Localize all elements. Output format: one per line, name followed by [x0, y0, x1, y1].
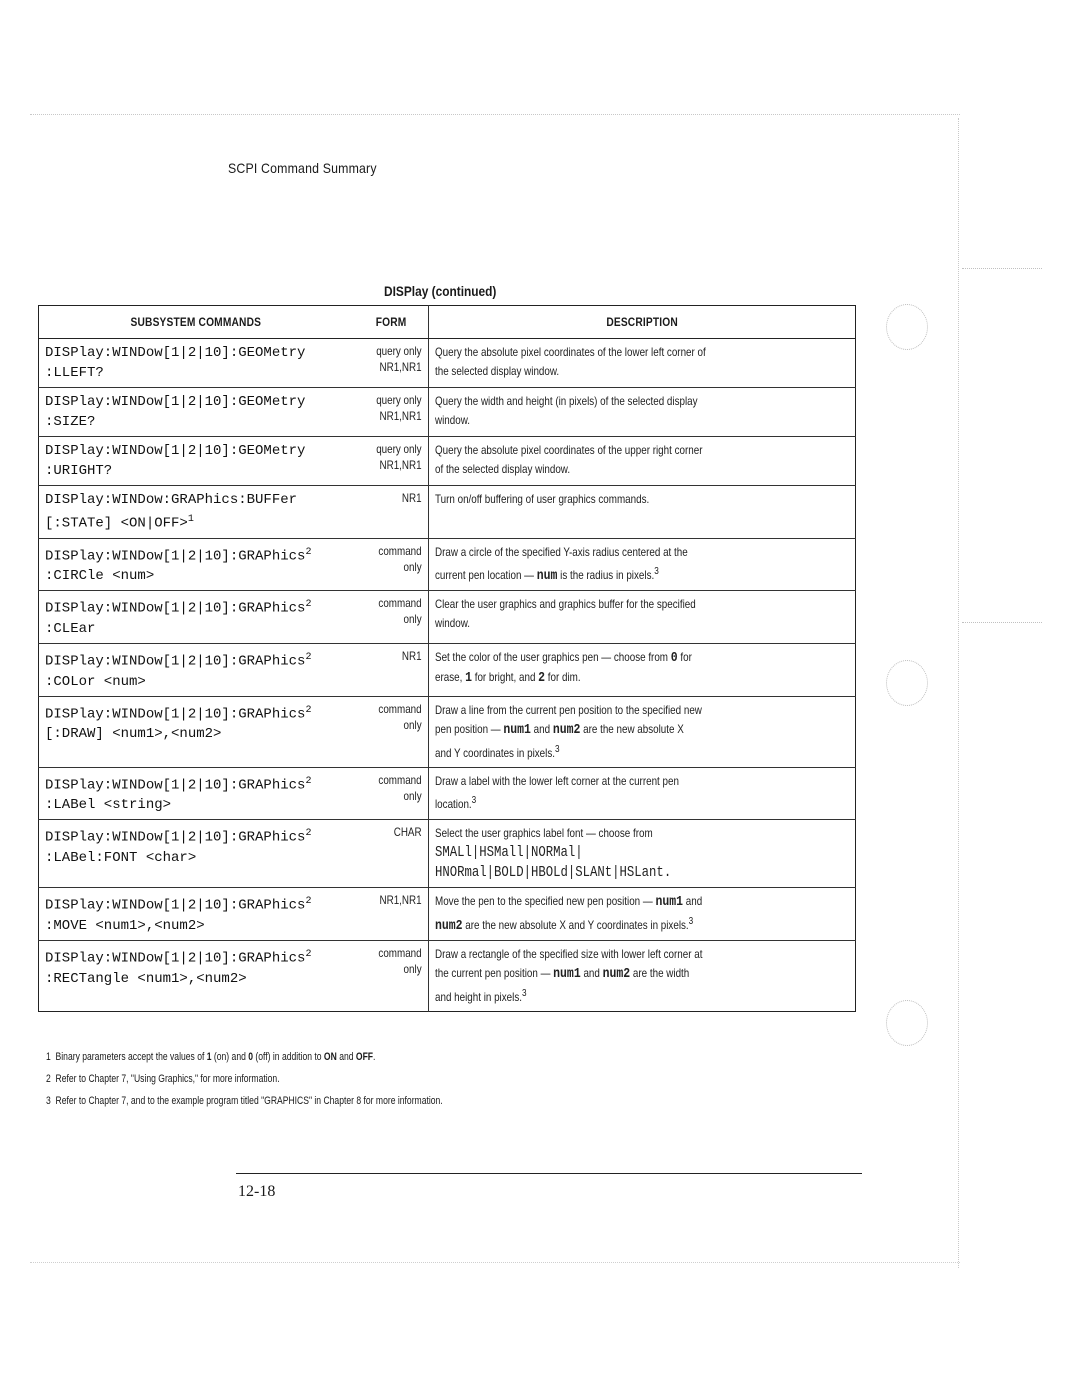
command-cell: DISPlay:WINDow[1|2|10]:GRAPhics$^2$ :LABel:FONT <char> [39, 820, 354, 888]
description-cell: Draw a circle of the specified Y-axis radius centered at the current pen location — num is the radius in pixels.$^3$ [429, 538, 856, 591]
header-description: DESCRIPTION [429, 306, 856, 339]
command-cell: DISPlay:WINDow[1|2|10]:GEOMetry :URIGHT? [39, 437, 354, 486]
form-cell: command only [353, 767, 428, 820]
form-cell: NR1 [353, 486, 428, 539]
description-cell: Draw a label with the lower left corner at the current pen location.$^3$ [429, 767, 856, 820]
description-cell: Draw a line from the current pen position to the specified new pen position — num1 and num2 are the new absolute X and Y coordinates in pixels.$^3$ [429, 696, 856, 767]
table-row [39, 888, 856, 941]
table-row [39, 820, 856, 888]
binder-hole [886, 304, 928, 350]
command-cell: DISPlay:WINDow[1|2|10]:GEOMetry :LLEFT? [45, 345, 306, 381]
scan-edge-bottom [30, 1262, 960, 1263]
command-cell: DISPlay:WINDow[1|2|10]:GRAPhics$^2$ :RECTangle <num1>,<num2> [39, 941, 354, 1012]
running-head: SCPI Command Summary [228, 160, 377, 176]
table-row [39, 941, 856, 1012]
scan-tick [962, 268, 1042, 269]
command-cell: DISPlay:WINDow[1|2|10]:GRAPhics$^2$ [:DRAW] <num1>,<num2> [39, 696, 354, 767]
scan-edge-right [958, 118, 959, 1268]
header-subsystem: SUBSYSTEM COMMANDS [39, 306, 354, 339]
scan-tick [962, 622, 1042, 623]
description-cell: Move the pen to the specified new pen position — num1 and num2 are the new absolute X and Y coordinates in pixels.$^3$ [429, 888, 856, 941]
form-cell: query only NR1,NR1 [353, 339, 428, 388]
command-cell: DISPlay:WINDow[1|2|10]:GEOMetry :SIZE? [39, 388, 354, 437]
table-title: DISPlay (continued) [384, 283, 497, 299]
command-cell: DISPlay:WINDow[1|2|10]:GRAPhics$^2$ :CLEar [39, 591, 354, 644]
table-header-row [39, 306, 856, 339]
table-row [39, 767, 856, 820]
binder-hole [886, 1000, 928, 1046]
description-cell: Query the absolute pixel coordinates of the upper right corner of the selected display window. [429, 437, 856, 486]
form-cell: query only NR1,NR1 [353, 437, 428, 486]
footnotes [46, 1046, 555, 1112]
form-cell: command only [353, 538, 428, 591]
page-number: 12-18 [238, 1183, 276, 1200]
description-cell: Query the width and height (in pixels) of the selected display window. [429, 388, 856, 437]
description-cell: Clear the user graphics and graphics buffer for the specified window. [429, 591, 856, 644]
binder-hole [886, 660, 928, 706]
form-cell: command only [353, 591, 428, 644]
command-table [38, 305, 856, 1012]
table-row [39, 339, 856, 388]
description-cell: Select the user graphics label font — choose from SMALl|HSMall|NORMal| HNORmal|BOLD|HBOLd|SLANt|HSLant. [429, 820, 856, 888]
table-row [39, 486, 856, 539]
form-cell: NR1 [353, 643, 428, 696]
footnote-3: 3 Refer to Chapter 7, and to the example program titled "GRAPHICS" in Chapter 8 for more information. [46, 1095, 443, 1107]
command-cell: DISPlay:WINDow[1|2|10]:GRAPhics$^2$ :CIRCle <num> [39, 538, 354, 591]
description-cell: Draw a rectangle of the specified size with lower left corner at the current pen position — num1 and num2 are the width and height in pixels.$^3$ [429, 941, 856, 1012]
table-row [39, 696, 856, 767]
scan-edge-top [30, 114, 960, 115]
footnote-1: 1 Binary parameters accept the values of 1 (on) and 0 (off) in addition to ON and OFF. [46, 1051, 376, 1063]
form-cell: query only NR1,NR1 [353, 388, 428, 437]
command-cell: DISPlay:WINDow[1|2|10]:GRAPhics$^2$ :MOVE <num1>,<num2> [39, 888, 354, 941]
form-cell: CHAR [353, 820, 428, 888]
footnote-2: 2 Refer to Chapter 7, "Using Graphics," for more information. [46, 1073, 280, 1085]
command-cell: DISPlay:WINDow[1|2|10]:GRAPhics$^2$ :COLor <num> [39, 643, 354, 696]
description-cell: Query the absolute pixel coordinates of the lower left corner of the selected display window. [435, 345, 706, 378]
description-cell: Turn on/off buffering of user graphics commands. [429, 486, 856, 539]
footer-rule [236, 1173, 862, 1174]
table-row [39, 591, 856, 644]
table-row [39, 538, 856, 591]
command-cell: DISPlay:WINDow[1|2|10]:GRAPhics$^2$ :LABel <string> [39, 767, 354, 820]
command-cell: DISPlay:WINDow:GRAPhics:BUFFer [:STATe] <ON|OFF>$^1$ [39, 486, 354, 539]
form-cell: command only [353, 696, 428, 767]
table-row [39, 643, 856, 696]
description-cell: Set the color of the user graphics pen — choose from 0 for erase, 1 for bright, and 2 for dim. [429, 643, 856, 696]
header-form: FORM [353, 306, 428, 339]
table-row [39, 388, 856, 437]
form-cell: command only [353, 941, 428, 1012]
table-row [39, 437, 856, 486]
form-cell: NR1,NR1 [353, 888, 428, 941]
